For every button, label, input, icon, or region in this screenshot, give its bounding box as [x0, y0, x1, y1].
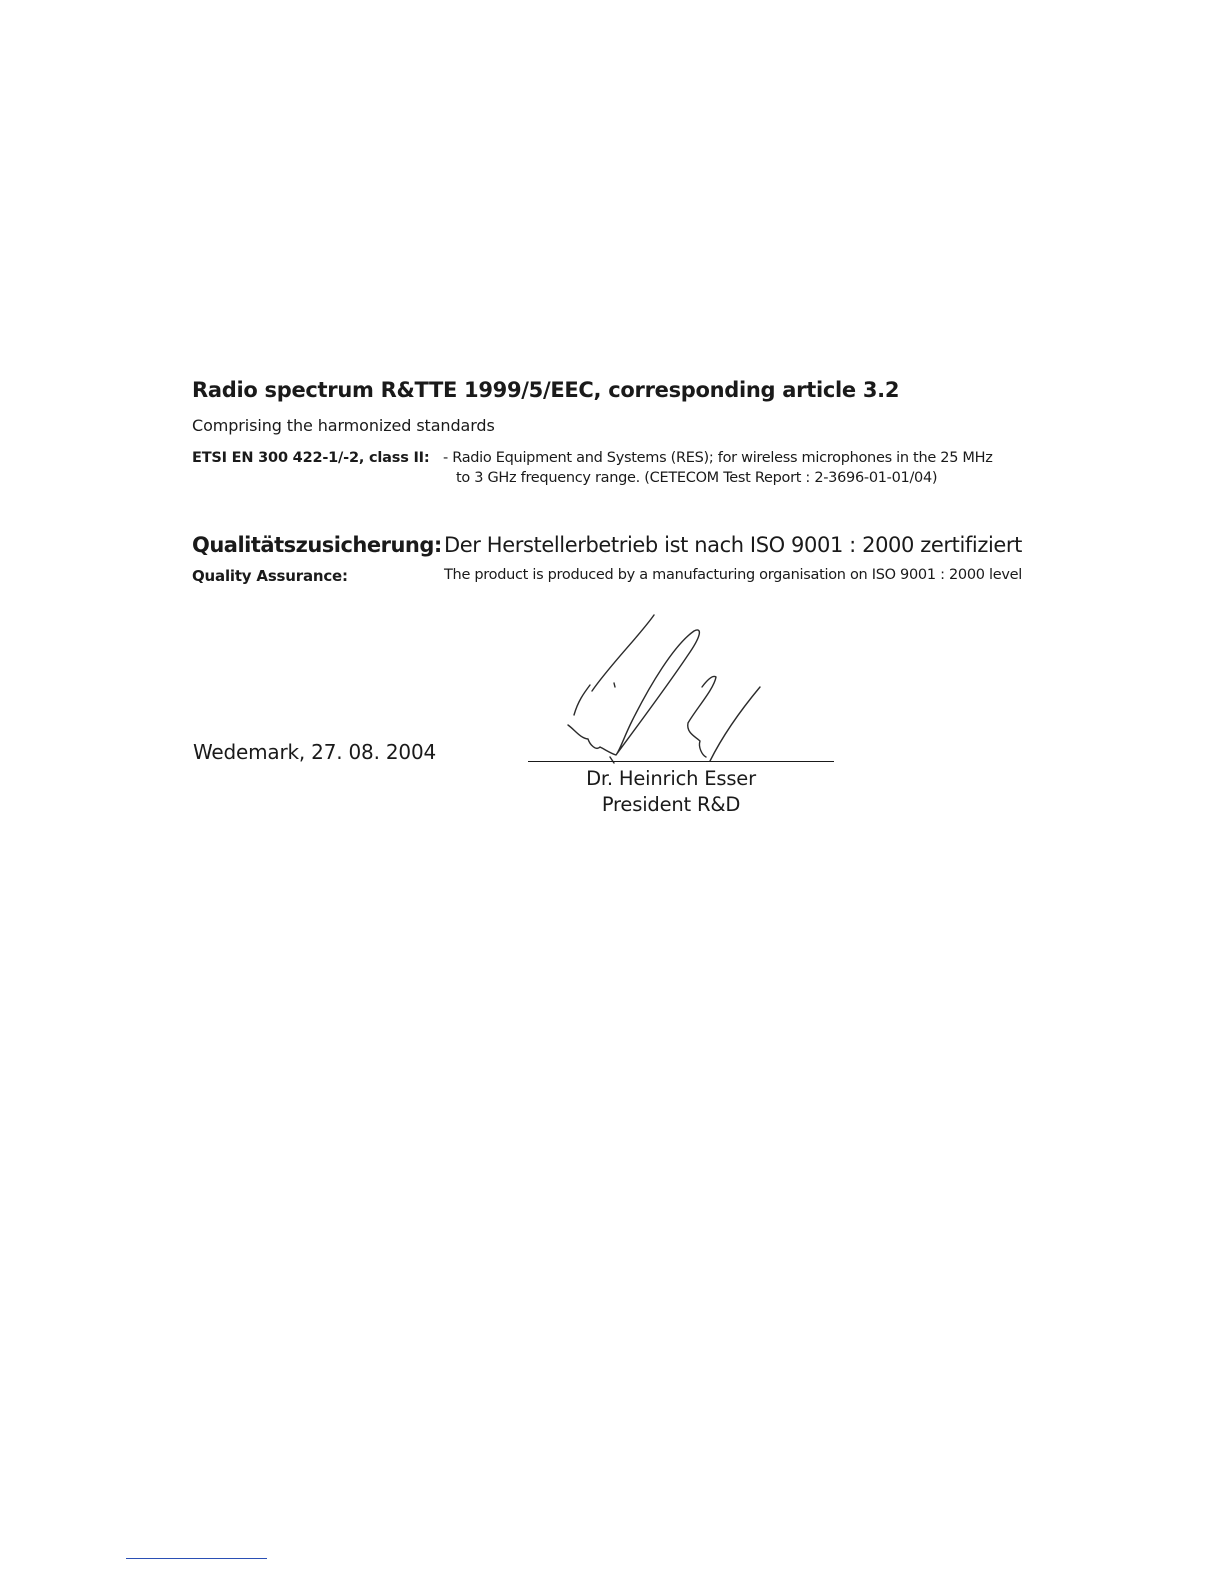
handwritten-signature [550, 605, 780, 775]
quality-assurance-text-de: Der Herstellerbetrieb ist nach ISO 9001 : 2000 zertifiziert [444, 533, 1022, 557]
footnote-separator [126, 1558, 267, 1559]
etsi-standard-label: ETSI EN 300 422-1/-2, class II: [192, 450, 430, 466]
signature-line [528, 761, 834, 762]
comprising-standards-text: Comprising the harmonized standards [192, 416, 495, 435]
place-and-date: Wedemark, 27. 08. 2004 [193, 740, 436, 764]
signer-title: President R&D [601, 793, 741, 816]
quality-assurance-label-de: Qualitätszusicherung: [192, 533, 442, 557]
signer-name: Dr. Heinrich Esser [586, 767, 756, 790]
signer-block [528, 766, 814, 818]
quality-assurance-label-en: Quality Assurance: [192, 567, 348, 585]
radio-spectrum-heading: Radio spectrum R&TTE 1999/5/EEC, corresponding article 3.2 [192, 378, 900, 402]
etsi-description-line-2: to 3 GHz frequency range. (CETECOM Test Report : 2-3696-01-01/04) [456, 470, 938, 486]
quality-assurance-text-en: The product is produced by a manufacturing organisation on ISO 9001 : 2000 level [444, 567, 1022, 583]
etsi-description-line-1: - Radio Equipment and Systems (RES); for wireless microphones in the 25 MHz [443, 450, 993, 466]
